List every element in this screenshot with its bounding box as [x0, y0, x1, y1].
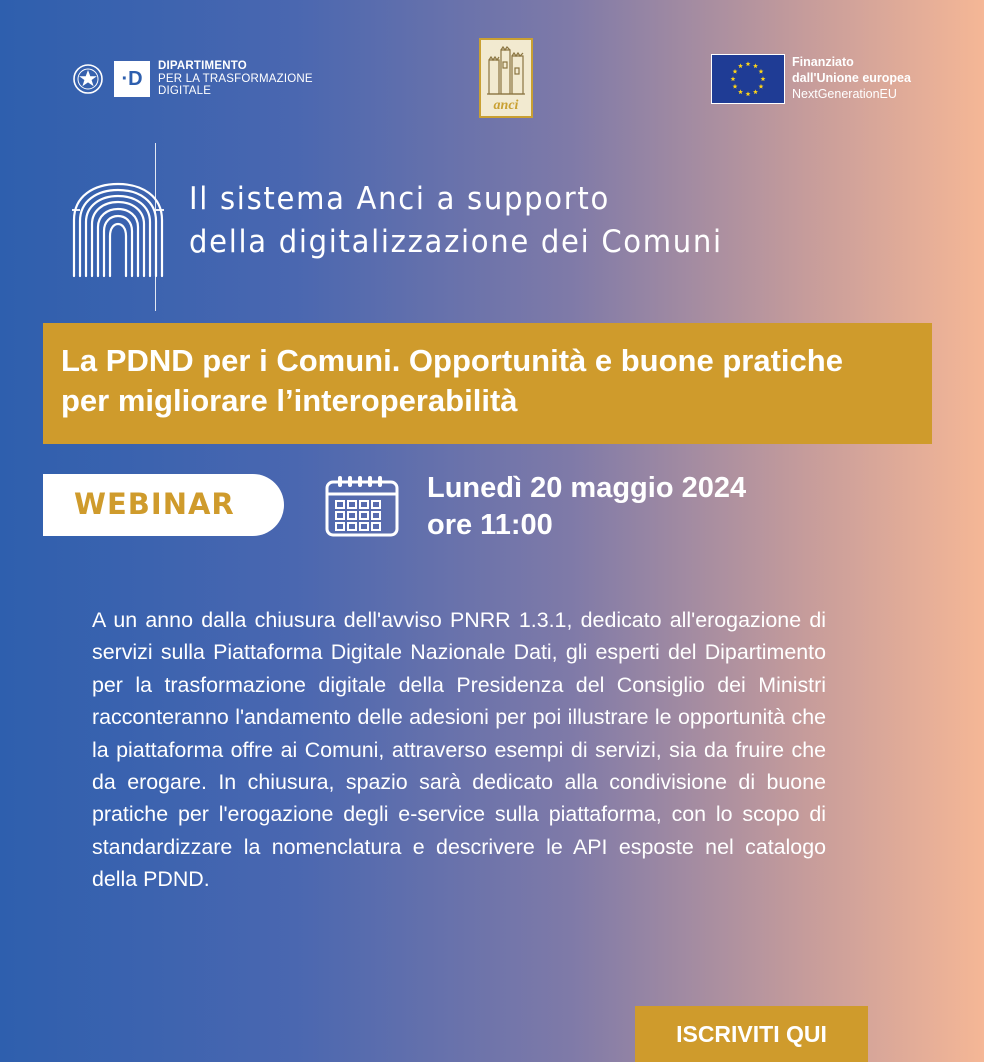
eu-funding-text: [792, 54, 911, 102]
register-button[interactable]: ISCRIVITI QUI: [635, 1006, 868, 1062]
dtd-logo-text: [158, 60, 313, 98]
webinar-badge-label: WEBINAR: [74, 487, 235, 521]
event-date: Lunedì 20 maggio 2024: [427, 472, 747, 504]
eu-star-icon: [733, 69, 738, 74]
headline-line-2: della digitalizzazione dei Comuni: [189, 224, 723, 260]
dtd-line-2: PER LA TRASFORMAZIONE: [158, 72, 313, 85]
page-headline: [189, 178, 723, 264]
webinar-badge: [43, 474, 284, 536]
eu-star-icon: [759, 84, 764, 89]
eu-star-icon: [733, 84, 738, 89]
fingerprint-arch-icon: [70, 180, 166, 278]
eu-flag-icon: [711, 54, 785, 104]
event-title-banner: [43, 323, 932, 444]
dtd-line-1: DIPARTIMENTO: [158, 60, 247, 72]
dtd-line-3: DIGITALE: [158, 85, 212, 97]
event-datetime: [427, 470, 746, 544]
event-time: ore 11:00: [427, 509, 553, 541]
italian-republic-emblem-icon: [72, 62, 104, 96]
header-divider: [155, 143, 156, 311]
eu-star-icon: [759, 69, 764, 74]
dtd-logo-mark: ·D: [114, 61, 150, 97]
eu-star-icon: [731, 76, 736, 81]
event-title-line-2: per migliorare l’interoperabilità: [61, 383, 518, 418]
headline-line-1: Il sistema Anci a supporto: [189, 181, 610, 217]
eu-line-3: NextGenerationEU: [792, 87, 897, 101]
eu-star-icon: [746, 91, 751, 96]
eu-star-icon: [761, 76, 766, 81]
eu-star-icon: [753, 89, 758, 94]
eu-line-2: dall'Unione europea: [792, 71, 911, 85]
anci-logo: [479, 38, 533, 118]
event-title-line-1: La PDND per i Comuni. Opportunità e buone pratiche: [61, 343, 843, 378]
eu-line-1: Finanziato: [792, 55, 854, 69]
event-title: [61, 341, 932, 421]
eu-star-icon: [738, 89, 743, 94]
anci-logo-word: anci: [493, 98, 519, 113]
calendar-icon: [324, 474, 400, 538]
eu-star-icon: [738, 63, 743, 68]
event-description: A un anno dalla chiusura dell'avviso PNRR 1.3.1, dedicato all'erogazione di servizi sulla Piattaforma Digitale Nazionale Dati, gli esperti del Dipartimento per la trasformazione digitale della Presidenza del Consiglio dei Ministri racconteranno l'andamento delle adesioni per poi illustrare le opportunità che la piattaforma offre ai Comuni, attraverso esempi di servizi, sia da fruire che da erogare. In chiusura, spazio sarà dedicato alla condivisione di buone pratiche per l'erogazione degli e-service sulla piattaforma, con lo scopo di standardizzare la nomenclatura e descrivere le API esposte nel catalogo della PDND.: [92, 608, 826, 892]
eu-star-icon: [753, 63, 758, 68]
eu-star-icon: [746, 61, 751, 66]
